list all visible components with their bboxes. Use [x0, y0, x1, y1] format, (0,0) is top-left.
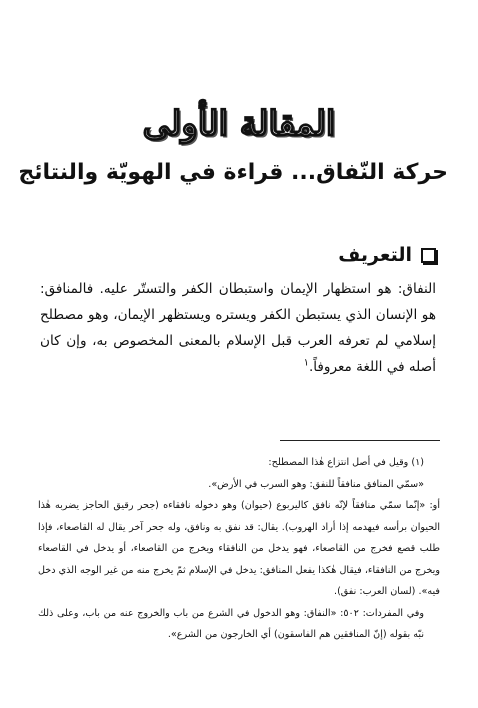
footnote-line: (١) وقيل في أصل انتزاع هٰذا المصطلح:	[268, 457, 424, 468]
footnote-divider	[280, 440, 440, 441]
footnote-line: «سمّي المنافق منافقاً للنفق: وهو السرب في الأرض».	[208, 478, 424, 490]
footnote-line: أو: «إنّما سمّي منافقاً لإنّه نافق كاليربوع (حيوان) وهو دخوله نافقاءه (جحر رقيق الحاجز يضربه هٰذا الحيوان برأسه فيهدمه إذا أراد الهروب). يقال: قد نفق به ونافق، وله جحر آخر يقال له القاصعاء، فإذا طلب قصع فخرج من القاصعاء، فهو يدخل من النافقاء ويخرج من القاصعاء، أو يدخل في القاصعاء ويخرج من النافقاء، فيقال هٰكذا يفعل المنافق: يدخل في الإسلام ثمّ يخرج منه من غير الوجه الذي دخل فيه». (لسان العرب: نفق).	[38, 500, 440, 597]
section-heading	[338, 244, 436, 266]
body-paragraph-text: النفاق: هو استظهار الإيمان واستبطان الكفر والتستّر عليه. فالمنافق: هو الإنسان الذي يستبطن الكفر ويستره ويستظهر الإيمان، وهو مصطلح إسلامي لم تعرفه العرب قبل الإسلام بالمعنى المخصوص به، وإن كان أصله في اللغة معروفاً.	[40, 281, 436, 375]
square-bullet-icon	[421, 248, 436, 263]
body-paragraph	[40, 276, 436, 380]
chapter-subtitle: حركة النّفاق... قراءة في الهويّة والنتائج	[18, 160, 448, 185]
body-paragraph-block	[40, 276, 436, 380]
footnotes-block	[38, 452, 440, 646]
chapter-title: المقالة الأولى	[142, 104, 336, 144]
footnote-reference[interactable]: ١	[303, 357, 309, 369]
section-heading-text: التعريف	[338, 244, 412, 266]
footnote-line: وفي المفردات: ٥٠٢: «النفاق: وهو الدخول في الشرع من باب والخروج عنه من باب، وعلى ذلك نبّه بقوله (إنّ المنافقين هم الفاسقون) أي الخارجون من الشرع».	[38, 607, 424, 640]
